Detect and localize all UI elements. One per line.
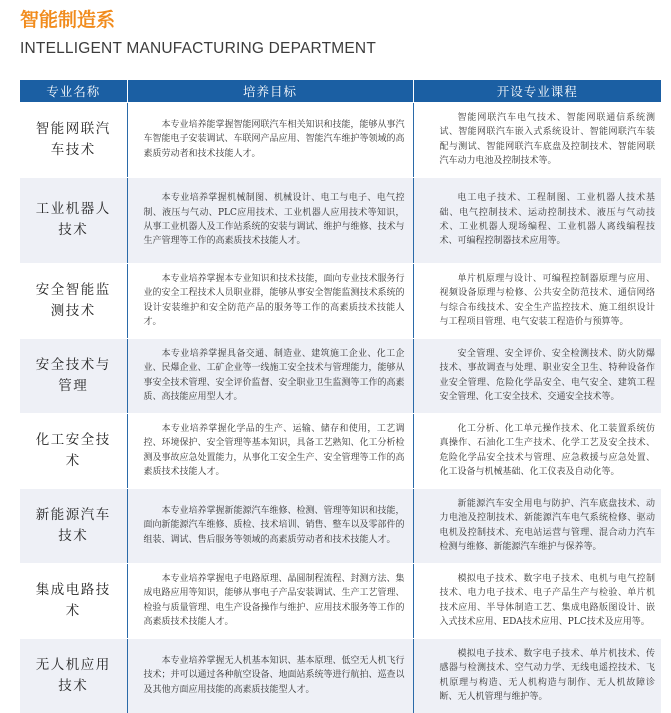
major-goal: 本专业培养掌握具备交通、制造业、建筑施工企业、化工企业、民爆企业、工矿企业等一线施工安全技术与管理能力，能够从事安全技术管理、安全评价监督、安全职业卫生监测等工作的高素质、高技能应用型人才。 bbox=[127, 338, 413, 413]
major-name: 安全智能监测技术 bbox=[20, 263, 127, 338]
page-header bbox=[20, 8, 660, 59]
major-courses: 模拟电子技术、数字电子技术、电机与电气控制技术、电力电子技术、电子产品生产与检验、单片机技术应用、半导体制造工艺、集成电路版图设计、嵌入式技术应用、EDA技术应用、PLC技术及应用等。 bbox=[413, 563, 661, 638]
table-row bbox=[20, 413, 661, 488]
major-name: 无人机应用技术 bbox=[20, 638, 127, 713]
table-row bbox=[20, 638, 661, 713]
table-row bbox=[20, 488, 661, 563]
major-goal: 本专业培养掌握本专业知识和技术技能，面向专业技术服务行业的安全工程技术人员职业群，能够从事安全智能监测技术系统的设计安装维护和安全防范产品的服务等工作的高素质技术技能人才。 bbox=[127, 263, 413, 338]
column-header-course: 开设专业课程 bbox=[413, 80, 661, 102]
column-header-goal: 培养目标 bbox=[127, 80, 413, 102]
major-courses: 电工电子技术、工程制图、工业机器人技术基础、电气控制技术、运动控制技术、液压与气动技术、工业机器人现场编程、工业机器人离线编程技术、可编程控制器技术应用等。 bbox=[413, 177, 661, 263]
major-goal: 本专业培养掌握电子电路原理、晶圆制程流程、封测方法、集成电路应用等知识，能够从事电子产品安装调试、生产工艺管理、检验与质量管理、电生产设备操作与维护、应用技术服务等工作的高素质技术技能人才。 bbox=[127, 563, 413, 638]
major-courses: 化工分析、化工单元操作技术、化工装置系统仿真操作、石油化工生产技术、化学工艺及安全技术、危险化学品安全技术与管理、应急救援与应急处置、化工设备与机械基础、化工仪表及自动化等。 bbox=[413, 413, 661, 488]
major-name: 集成电路技术 bbox=[20, 563, 127, 638]
table-header bbox=[20, 80, 661, 102]
table-row bbox=[20, 263, 661, 338]
table-row bbox=[20, 338, 661, 413]
table-row bbox=[20, 102, 661, 177]
department-title-en: INTELLIGENT MANUFACTURING DEPARTMENT bbox=[20, 40, 376, 57]
column-header-name: 专业名称 bbox=[20, 80, 127, 102]
major-table bbox=[20, 80, 661, 713]
major-courses: 单片机原理与设计、可编程控制器原理与应用、视频设备原理与检修、公共安全防范技术、通信网络与综合布线技术、安全生产监控技术、施工组织设计与工程项目管理、电气安装工程造价与预算等。 bbox=[413, 263, 661, 338]
major-goal: 本专业培养掌握化学品的生产、运输、储存和使用，工艺调控、环境保护、安全管理等基本知识，具备工艺熟知、化工分析检测及事故应急处置能力，从事化工安全生产、安全管理等工作的高素质技术技能人才。 bbox=[127, 413, 413, 488]
department-title-cn: 智能制造系 bbox=[20, 9, 116, 31]
major-courses: 安全管理、安全评价、安全检测技术、防火防爆技术、事故调查与处理、职业安全卫生、特种设备作业安全管理、危险化学品安全、电气安全、建筑工程安全管理、化工安全技术、交通安全技术等。 bbox=[413, 338, 661, 413]
major-courses: 新能源汽车安全用电与防护、汽车底盘技术、动力电池及控制技术、新能源汽车电气系统检修、驱动电机及控制技术、充电站运营与管理、混合动力汽车检测与维修、新能源汽车维护与保养等。 bbox=[413, 488, 661, 563]
major-goal: 本专业培养掌握无人机基本知识、基本原理、低空无人机飞行技术；并可以通过各种航空设备、地面站系统等进行航拍、巡查以及其他方面应用技能的高素质技能型人才。 bbox=[127, 638, 413, 713]
table-row bbox=[20, 563, 661, 638]
major-name: 智能网联汽车技术 bbox=[20, 102, 127, 177]
major-goal: 本专业培养能掌握智能网联汽车相关知识和技能，能够从事汽车智能电子安装调试、车联网产品应用、智能汽车维护等领域的高素质劳动者和技术技能人才。 bbox=[127, 102, 413, 177]
major-courses: 智能网联汽车电气技术、智能网联通信系统测试、智能网联汽车嵌入式系统设计、智能网联汽车装配与测试、智能网联汽车底盘及控制技术、智能网联汽车动力电池及控制技术等。 bbox=[413, 102, 661, 177]
major-goal: 本专业培养掌握新能源汽车维修、检测、管理等知识和技能，面向新能源汽车维修、质检、技术培训、销售、整车以及零部件的组装、调试、售后服务等领域的高素质劳动者和技术技能人才。 bbox=[127, 488, 413, 563]
table-row bbox=[20, 177, 661, 263]
major-name: 化工安全技术 bbox=[20, 413, 127, 488]
major-name: 安全技术与管理 bbox=[20, 338, 127, 413]
major-goal: 本专业培养掌握机械制图、机械设计、电工与电子、电气控制、液压与气动、PLC应用技术、工业机器人应用技术等知识，从事工业机器人及工作站系统的安装与调试、维护与维修、技术与生产管理等工作的高素质技术技能人才。 bbox=[127, 177, 413, 263]
major-courses: 模拟电子技术、数字电子技术、单片机技术、传感器与检测技术、空气动力学、无线电遥控技术、飞机原理与构造、无人机构造与制作、无人机故障诊断、无人机管理与维护等。 bbox=[413, 638, 661, 713]
major-name: 工业机器人技术 bbox=[20, 177, 127, 263]
major-name: 新能源汽车技术 bbox=[20, 488, 127, 563]
